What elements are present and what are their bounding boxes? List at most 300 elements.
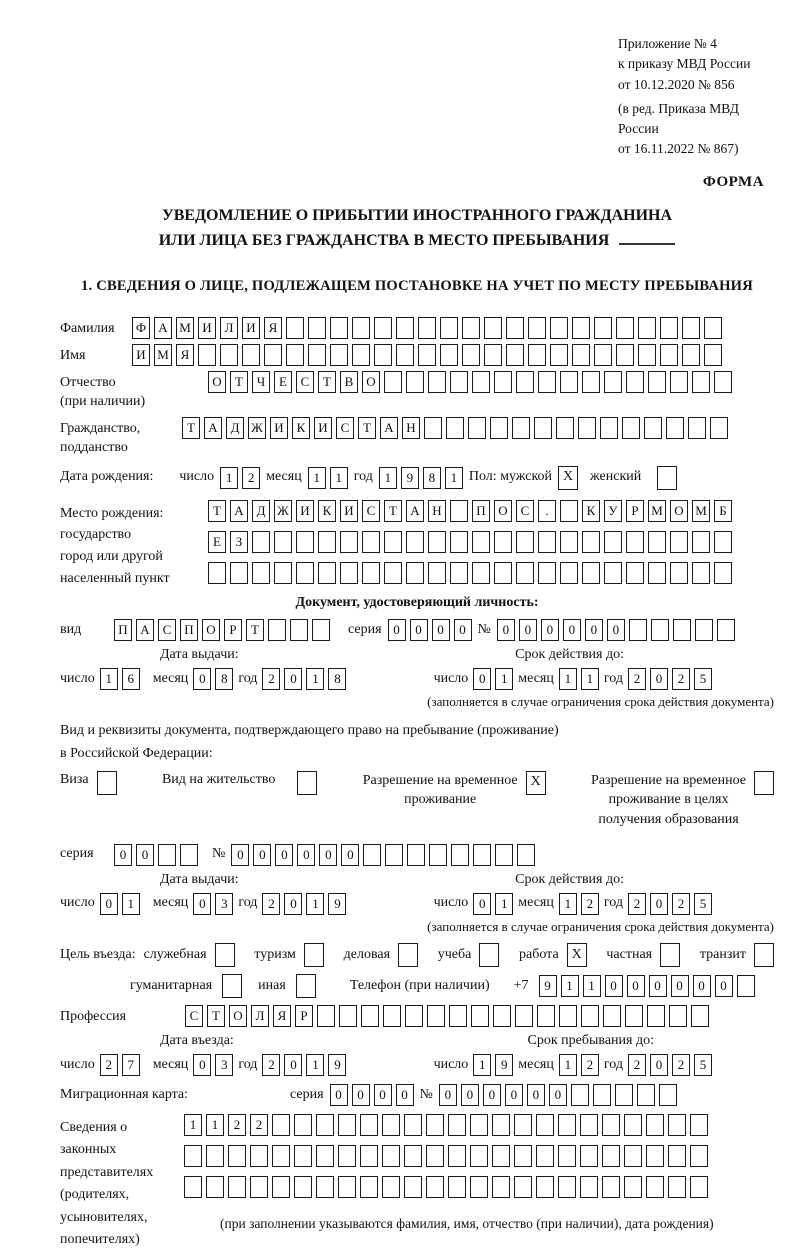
char-cell: 3 [215,1054,233,1076]
char-cell [580,1114,598,1136]
char-cell [682,344,700,366]
given-name-row [60,344,774,366]
char-cell [208,562,226,584]
char-cell: 2 [672,668,690,690]
char-cell: И [296,500,314,522]
char-cell [626,562,644,584]
char-cell: 7 [122,1054,140,1076]
char-cell [560,562,578,584]
char-cell [670,531,688,553]
char-cell [602,1176,620,1198]
char-cell: 0 [650,668,668,690]
reference-line: от 16.11.2022 № 867) [618,141,739,157]
char-cell [374,317,392,339]
char-cell: 0 [388,619,406,641]
char-cell [384,562,402,584]
char-cell [428,371,446,393]
char-cell: Л [220,317,238,339]
day-label: число [60,895,95,911]
purpose-option [344,943,418,967]
char-cell [274,531,292,553]
purpose-option-label: иная [258,977,286,993]
char-cell [330,344,348,366]
residence-doc-date-headings [60,871,774,890]
purpose-option [438,943,500,967]
char-cell [560,531,578,553]
char-cell [692,562,710,584]
char-cell [580,1176,598,1198]
char-cell [646,1114,664,1136]
char-cell [582,371,600,393]
char-cell [450,531,468,553]
char-cell [406,562,424,584]
char-cell: Я [264,317,282,339]
form-marker: ФОРМА [702,173,764,190]
char-cell: 0 [671,975,689,997]
char-cell [670,562,688,584]
char-cell [626,531,644,553]
char-cell [492,1176,510,1198]
char-cell [296,562,314,584]
char-cell [470,1145,488,1167]
purpose-other-checkbox [296,974,316,998]
entry-purpose-label: Цель въезда: [60,946,136,962]
char-cell: 1 [122,893,140,915]
representatives-row2 [184,1145,714,1167]
purpose-option-label: частная [606,946,653,962]
char-cell: 0 [497,619,515,641]
entry-stay-dates [60,1054,774,1076]
char-cell [472,371,490,393]
char-cell [230,562,248,584]
char-cell: 1 [330,467,348,489]
char-cell: 1 [306,893,324,915]
char-cell [308,344,326,366]
char-cell: 2 [672,1054,690,1076]
char-cell [704,344,722,366]
edu-residence-checkbox [754,771,774,795]
char-cell [450,371,468,393]
valid-until-heading: Срок действия до: [515,871,624,887]
representatives-row3 [184,1176,714,1198]
char-cell [198,344,216,366]
char-cell [690,1176,708,1198]
char-cell: Т [358,417,376,439]
day-label: число [179,469,215,485]
char-cell: 0 [284,893,302,915]
char-cell [670,371,688,393]
char-cell: 1 [445,467,463,489]
valid-day-cells [473,893,513,915]
birth-day-cells [220,467,260,489]
char-cell [360,1145,378,1167]
char-cell: 0 [527,1084,545,1106]
char-cell [338,1145,356,1167]
residence-series-cells [114,844,198,866]
birth-date-row [60,466,774,490]
issue-day-cells [100,893,140,915]
char-cell [448,1145,466,1167]
month-label: месяц [152,670,189,686]
issue-date-line [60,668,346,690]
char-cell [494,562,512,584]
issue-day-cells [100,668,140,690]
sex-male-checkbox: X [558,466,578,490]
char-cell: 1 [306,668,324,690]
char-cell [220,344,238,366]
char-cell [294,1114,312,1136]
issue-date-line [60,893,346,915]
char-cell [594,317,612,339]
char-cell [594,344,612,366]
char-cell [308,317,326,339]
purpose-option-label: работа [519,946,559,962]
char-cell [624,1176,642,1198]
citizenship-cells [182,417,728,439]
char-cell [494,371,512,393]
char-cell: И [198,317,216,339]
section1-heading: 1. СВЕДЕНИЯ О ЛИЦЕ, ПОДЛЕЖАЩЕМ ПОСТАНОВКЕ НА УЧЕТ ПО МЕСТУ ПРЕБЫВАНИЯ [81,278,753,295]
day-label: число [433,895,469,911]
valid-until-heading: Срок действия до: [515,647,624,663]
valid-month-cells [559,893,599,915]
char-cell [404,1145,422,1167]
surname-cells [132,317,722,339]
char-cell: 6 [122,668,140,690]
stay-until-line [434,1054,712,1076]
entry-year-cells [262,1054,346,1076]
char-cell [426,1114,444,1136]
char-cell: 1 [559,668,577,690]
citizenship-sublabel: подданство [60,439,128,455]
char-cell: О [670,500,688,522]
issue-month-cells [193,893,233,915]
char-cell: 1 [184,1114,202,1136]
representatives-row1 [184,1114,714,1136]
char-cell: А [136,619,154,641]
char-cell [428,531,446,553]
char-cell: Т [230,371,248,393]
char-cell: 9 [401,467,419,489]
birth-place-cells [208,500,732,584]
char-cell: С [158,619,176,641]
char-cell [446,417,464,439]
char-cell [638,317,656,339]
reference-line: от 10.12.2020 № 856 [618,76,735,92]
char-cell [644,417,662,439]
char-cell [558,1114,576,1136]
char-cell [384,531,402,553]
purpose-private-checkbox [660,943,680,967]
char-cell: Т [318,371,336,393]
purpose-option [519,943,587,967]
char-cell: 2 [262,893,280,915]
char-cell: 0 [454,619,472,641]
char-cell: 0 [483,1084,501,1106]
char-cell [242,344,260,366]
char-cell: М [692,500,710,522]
char-cell [383,1005,401,1027]
char-cell [536,1145,554,1167]
entry-month-cells [193,1054,233,1076]
char-cell [550,344,568,366]
char-cell [330,317,348,339]
char-cell: З [230,531,248,553]
temp-residence-option [363,771,546,810]
char-cell: Б [714,500,732,522]
blank-underline [619,243,675,245]
char-cell: 0 [693,975,711,997]
char-cell [316,1176,334,1198]
char-cell: У [604,500,622,522]
char-cell: Т [246,619,264,641]
day-label: число [433,1056,469,1072]
char-cell [616,344,634,366]
char-cell [252,531,270,553]
char-cell [717,619,735,641]
residence-permit-option [162,771,317,795]
char-cell [495,844,513,866]
year-label: год [238,670,258,686]
issue-month-cells [193,668,233,690]
purpose-option-label: учеба [437,946,472,962]
char-cell [737,975,755,997]
char-cell: М [648,500,666,522]
char-cell: С [185,1005,203,1027]
char-cell: 0 [650,893,668,915]
char-cell [426,1176,444,1198]
birth-place-row1 [208,500,732,522]
char-cell: 0 [519,619,537,641]
char-cell: И [132,344,150,366]
char-cell: 0 [715,975,733,997]
char-cell [264,344,282,366]
char-cell [468,417,486,439]
month-label: месяц [266,469,302,485]
char-cell: Л [251,1005,269,1027]
char-cell [312,619,330,641]
char-cell [492,1114,510,1136]
char-cell [647,1005,665,1027]
stay-until-heading: Срок пребывания до: [527,1033,654,1049]
char-cell [484,317,502,339]
representatives-label: Сведения о законных представителях (родителях, усыновителях, попечителях) [60,1119,154,1247]
char-cell [626,371,644,393]
char-cell: 0 [100,893,118,915]
char-cell [450,500,468,522]
char-cell [559,1005,577,1027]
char-cell: А [154,317,172,339]
char-cell: 0 [549,1084,567,1106]
char-cell [536,1114,554,1136]
char-cell [404,1114,422,1136]
char-cell: К [292,417,310,439]
char-cell [648,562,666,584]
series-label: серия [60,846,94,862]
char-cell [407,844,425,866]
purpose-business-checkbox [215,943,235,967]
purpose-study-checkbox [479,943,499,967]
char-cell [682,317,700,339]
purpose-option [254,943,324,967]
char-cell: Н [428,500,446,522]
char-cell [462,344,480,366]
char-cell: 1 [100,668,118,690]
char-cell: 1 [495,668,513,690]
purpose-commercial-checkbox [398,943,418,967]
char-cell [470,1176,488,1198]
purpose-option-label: гуманитарная [130,977,213,993]
char-cell: 1 [559,893,577,915]
sex-female-checkbox [657,466,677,490]
migration-card-label: Миграционная карта: [60,1086,189,1102]
given-name-cells [132,344,722,366]
char-cell [624,1114,642,1136]
migration-series-cells [330,1084,414,1106]
char-cell [538,531,556,553]
purpose-tourism-checkbox [304,943,324,967]
purpose-work-checkbox: X [567,943,587,967]
char-cell [470,1114,488,1136]
char-cell [360,1114,378,1136]
char-cell [424,417,442,439]
char-cell [252,562,270,584]
birth-date-label: Дата рождения: [60,469,154,485]
char-cell [426,1145,444,1167]
phone-cells [539,975,755,997]
reference-line: (в ред. Приказа МВД России [618,100,739,136]
char-cell [668,1145,686,1167]
profession-row [60,1005,774,1027]
char-cell: 1 [495,893,513,915]
profession-label: Профессия [60,1009,127,1025]
valid-month-cells [559,668,599,690]
char-cell [180,844,198,866]
entry-date-heading: Дата въезда: [160,1033,234,1049]
char-cell [184,1176,202,1198]
char-cell: Т [208,500,226,522]
form-title-line1: УВЕДОМЛЕНИЕ О ПРИБЫТИИ ИНОСТРАННОГО ГРАЖДАНИНА [161,206,673,224]
char-cell [668,1176,686,1198]
char-cell [374,344,392,366]
char-cell [316,1114,334,1136]
char-cell: М [154,344,172,366]
visa-checkbox [97,771,117,795]
char-cell: Р [224,619,242,641]
char-cell: 0 [627,975,645,997]
sex-male-label: Пол: мужской [468,469,553,485]
char-cell [714,371,732,393]
char-cell [528,344,546,366]
char-cell [690,1145,708,1167]
char-cell [506,317,524,339]
char-cell [673,619,691,641]
char-cell [604,531,622,553]
char-cell: Ж [274,500,292,522]
birth-place-block [60,500,774,590]
char-cell: 0 [541,619,559,641]
char-cell [637,1084,655,1106]
identity-doc-dates [60,668,774,690]
temp-residence-checkbox: X [526,771,546,795]
validity-note: (заполняется в случае ограничения срока действия документа) [427,694,774,710]
char-cell: 2 [228,1114,246,1136]
char-cell: 2 [581,893,599,915]
issue-year-cells [262,668,346,690]
char-cell: 1 [306,1054,324,1076]
char-cell [514,1145,532,1167]
char-cell: 9 [328,893,346,915]
visa-option [60,771,117,795]
char-cell [228,1176,246,1198]
char-cell [624,1145,642,1167]
char-cell [580,1145,598,1167]
char-cell: 2 [250,1114,268,1136]
char-cell: Е [208,531,226,553]
char-cell [691,1005,709,1027]
char-cell: 5 [694,893,712,915]
char-cell [418,344,436,366]
char-cell: 0 [374,1084,392,1106]
doc-series-label: серия [348,621,382,637]
char-cell [604,562,622,584]
residence-permit-checkbox [297,771,317,795]
char-cell [668,1114,686,1136]
stay-month-cells [559,1054,599,1076]
char-cell [272,1145,290,1167]
char-cell: Ф [132,317,150,339]
char-cell [440,317,458,339]
char-cell: 9 [539,975,557,997]
char-cell: 2 [628,1054,646,1076]
reference-line: к приказу МВД России [618,56,751,72]
char-cell [572,317,590,339]
char-cell [385,844,403,866]
char-cell [558,1176,576,1198]
char-cell [318,562,336,584]
residence-doc-intro-line2: в Российской Федерации: [60,745,213,761]
valid-until-line [434,893,712,915]
char-cell: 0 [473,668,491,690]
char-cell: И [242,317,260,339]
char-cell: 1 [379,467,397,489]
char-cell [362,562,380,584]
char-cell [603,1005,621,1027]
doc-series-cells [388,619,472,641]
char-cell [296,531,314,553]
char-cell [688,417,706,439]
char-cell [646,1145,664,1167]
visa-label: Виза [60,771,89,787]
validity-note: (заполняется в случае ограничения срока действия документа) [427,918,774,934]
char-cell [704,317,722,339]
char-cell [206,1176,224,1198]
residence-doc-intro [60,719,774,765]
char-cell: О [494,500,512,522]
phone-label: Телефон (при наличии) [349,977,490,993]
char-cell [494,531,512,553]
residence-doc-series-row [60,844,774,866]
char-cell [571,1084,589,1106]
char-cell [572,344,590,366]
char-cell: 2 [242,467,260,489]
char-cell [714,562,732,584]
char-cell: 5 [694,1054,712,1076]
char-cell [471,1005,489,1027]
char-cell [206,1145,224,1167]
char-cell [660,344,678,366]
char-cell [615,1084,633,1106]
